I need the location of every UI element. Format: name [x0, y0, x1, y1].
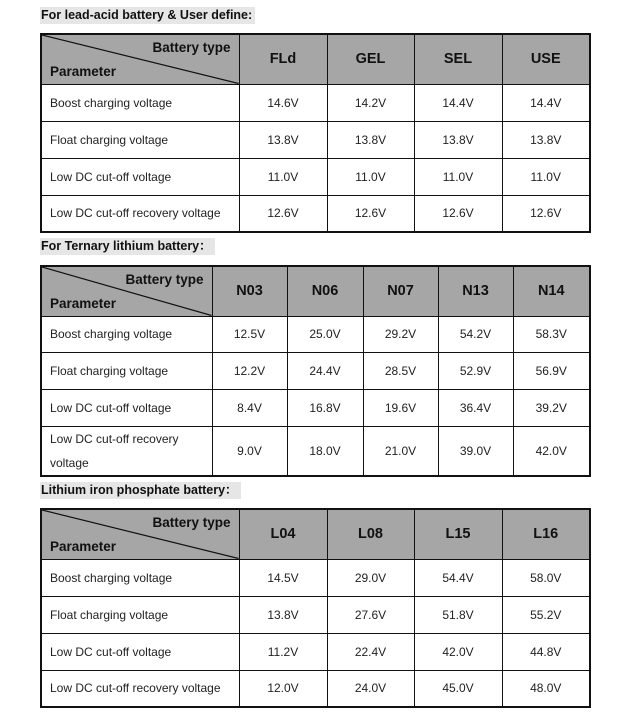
param-label: Boost charging voltage — [41, 316, 212, 352]
value-cell: 54.2V — [438, 316, 513, 352]
param-label: Low DC cut-off recovery voltage — [41, 195, 239, 232]
value-cell: 12.2V — [212, 352, 287, 389]
value-cell: 11.2V — [239, 633, 327, 670]
value-cell: 24.0V — [327, 670, 414, 707]
value-cell: 12.6V — [239, 195, 327, 232]
param-label: Float charging voltage — [41, 121, 239, 158]
ternary-lithium-table — [40, 265, 591, 477]
value-cell: 12.6V — [327, 195, 414, 232]
value-cell: 12.5V — [212, 316, 287, 352]
value-cell: 8.4V — [212, 389, 287, 426]
value-cell: 22.4V — [327, 633, 414, 670]
table-row — [41, 84, 590, 121]
param-label: Float charging voltage — [41, 596, 239, 633]
param-label: Low DC cut-off recovery voltage — [41, 426, 212, 476]
column-header: N07 — [363, 266, 438, 316]
table-row — [41, 389, 590, 426]
value-cell: 12.6V — [414, 195, 502, 232]
value-cell: 36.4V — [438, 389, 513, 426]
value-cell: 29.2V — [363, 316, 438, 352]
corner-header — [41, 34, 239, 84]
value-cell: 24.4V — [287, 352, 363, 389]
param-label: Low DC cut-off voltage — [41, 389, 212, 426]
column-header: L04 — [239, 509, 327, 559]
value-cell: 11.0V — [239, 158, 327, 195]
parameter-label: Parameter — [50, 63, 117, 79]
column-header: L15 — [414, 509, 502, 559]
value-cell: 14.6V — [239, 84, 327, 121]
param-label: Low DC cut-off voltage — [41, 633, 239, 670]
value-cell: 51.8V — [414, 596, 502, 633]
value-cell: 11.0V — [327, 158, 414, 195]
table-row — [41, 596, 590, 633]
value-cell: 13.8V — [327, 121, 414, 158]
table-row — [41, 352, 590, 389]
value-cell: 12.0V — [239, 670, 327, 707]
table-header-row — [41, 509, 590, 559]
lifepo4-table — [40, 508, 591, 708]
value-cell: 21.0V — [363, 426, 438, 476]
column-header: N06 — [287, 266, 363, 316]
value-cell: 14.4V — [414, 84, 502, 121]
table-row — [41, 670, 590, 707]
value-cell: 18.0V — [287, 426, 363, 476]
value-cell: 55.2V — [502, 596, 590, 633]
column-header: SEL — [414, 34, 502, 84]
value-cell: 14.4V — [502, 84, 590, 121]
table-header-row — [41, 266, 590, 316]
parameter-label: Parameter — [50, 538, 117, 554]
value-cell: 13.8V — [502, 121, 590, 158]
section-title-lifepo4: Lithium iron phosphate battery： — [40, 482, 241, 499]
column-header: USE — [502, 34, 590, 84]
value-cell: 12.6V — [502, 195, 590, 232]
value-cell: 9.0V — [212, 426, 287, 476]
value-cell: 16.8V — [287, 389, 363, 426]
section-title-ternary-lithium: For Ternary lithium battery： — [40, 238, 215, 255]
battery-type-label: Battery type — [152, 40, 231, 55]
parameter-label: Parameter — [50, 295, 117, 311]
column-header: L08 — [327, 509, 414, 559]
section-title-lead-acid: For lead-acid battery & User define: — [40, 7, 255, 24]
battery-type-label: Battery type — [125, 272, 204, 287]
value-cell: 45.0V — [414, 670, 502, 707]
value-cell: 29.0V — [327, 559, 414, 596]
param-label: Low DC cut-off voltage — [41, 158, 239, 195]
param-label: Boost charging voltage — [41, 84, 239, 121]
column-header: FLd — [239, 34, 327, 84]
column-header: L16 — [502, 509, 590, 559]
lead-acid-table — [40, 33, 591, 233]
table-row — [41, 426, 590, 476]
value-cell: 11.0V — [414, 158, 502, 195]
corner-header — [41, 266, 212, 316]
param-label: Float charging voltage — [41, 352, 212, 389]
value-cell: 56.9V — [513, 352, 590, 389]
table-row — [41, 316, 590, 352]
table-row — [41, 195, 590, 232]
param-label: Low DC cut-off recovery voltage — [41, 670, 239, 707]
table-row — [41, 559, 590, 596]
param-label: Boost charging voltage — [41, 559, 239, 596]
column-header: N13 — [438, 266, 513, 316]
value-cell: 54.4V — [414, 559, 502, 596]
value-cell: 39.0V — [438, 426, 513, 476]
value-cell: 13.8V — [239, 121, 327, 158]
value-cell: 44.8V — [502, 633, 590, 670]
column-header: N03 — [212, 266, 287, 316]
value-cell: 58.0V — [502, 559, 590, 596]
table-row — [41, 121, 590, 158]
value-cell: 11.0V — [502, 158, 590, 195]
value-cell: 39.2V — [513, 389, 590, 426]
table-header-row — [41, 34, 590, 84]
value-cell: 25.0V — [287, 316, 363, 352]
value-cell: 28.5V — [363, 352, 438, 389]
corner-header — [41, 509, 239, 559]
value-cell: 19.6V — [363, 389, 438, 426]
battery-type-label: Battery type — [152, 515, 231, 530]
value-cell: 14.2V — [327, 84, 414, 121]
value-cell: 13.8V — [239, 596, 327, 633]
value-cell: 58.3V — [513, 316, 590, 352]
column-header: N14 — [513, 266, 590, 316]
value-cell: 48.0V — [502, 670, 590, 707]
value-cell: 14.5V — [239, 559, 327, 596]
value-cell: 42.0V — [414, 633, 502, 670]
table-row — [41, 158, 590, 195]
value-cell: 52.9V — [438, 352, 513, 389]
value-cell: 42.0V — [513, 426, 590, 476]
value-cell: 13.8V — [414, 121, 502, 158]
table-row — [41, 633, 590, 670]
column-header: GEL — [327, 34, 414, 84]
value-cell: 27.6V — [327, 596, 414, 633]
